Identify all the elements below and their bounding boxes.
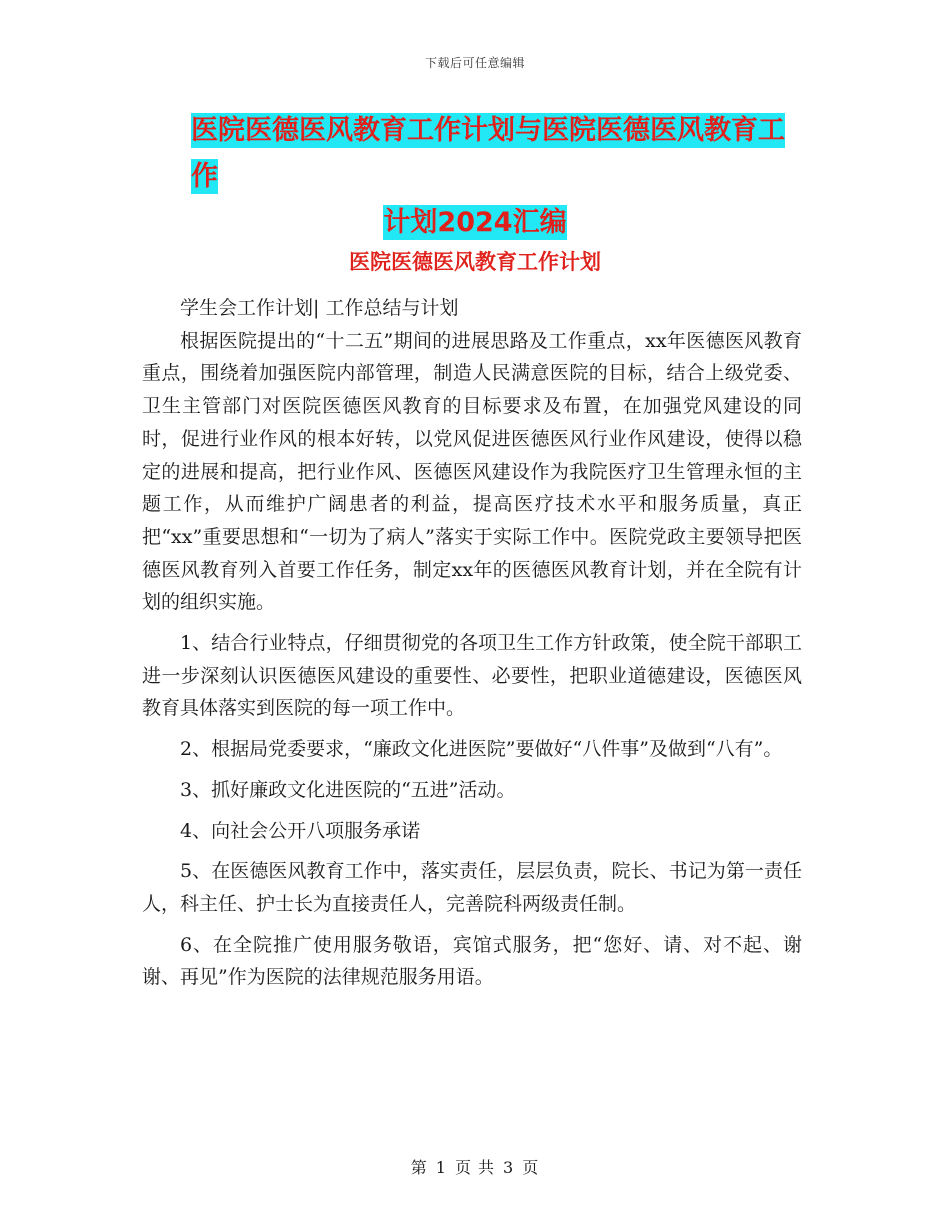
paragraph-item-4: 4、向社会公开八项服务承诺 xyxy=(180,819,421,842)
paragraph-intro: 根据医院提出的“十二五”期间的进展思路及工作重点，xx年医德医风教育重点，围绕着加强医院内部管理，制造人民满意医院的目标，结合上级党委、卫生主管部门对医院医德医风教育的目标要求及布置，在加强党风建设的同时，促进行业作风的根本好转，以党风促进医德医风行业作风建设，使得以稳定的进展和提高，把行业作风、医德医风建设作为我院医疗卫生管理永恒的主题工作，从而维护广阔患者的利益，提高医疗技术水平和服务质量，真正把“xx”重要思想和“一切为了病人”落实于实际工作中。医院党政主要领导把医德医风教育列入首要工作任务，制定xx年的医德医风教育计划，并在全院有计划的组织实施。 xyxy=(142,329,802,614)
main-title-line-2-text: 计划2024汇编 xyxy=(383,207,567,238)
page-footer xyxy=(0,1155,950,1178)
footer-suffix: 页 xyxy=(522,1158,540,1177)
paragraph-subtitle: 学生会工作计划| 工作总结与计划 xyxy=(180,297,459,319)
paragraph-item-5: 5、在医德医风教育工作中，落实责任，层层负责，院长、书记为第一责任人，科主任、护士长为直接责任人，完善院科两级责任制。 xyxy=(142,860,802,915)
footer-prefix: 第 xyxy=(410,1158,428,1177)
header-note: 下载后可任意编辑 xyxy=(424,56,525,70)
section-title: 医院医德医风教育工作计划 xyxy=(349,250,601,274)
main-title xyxy=(145,108,805,246)
paragraph-item-2: 2、根据局党委要求，“廉政文化进医院”要做好“八件事”及做到“八有”。 xyxy=(180,738,783,761)
main-title-line-1 xyxy=(145,108,805,200)
paragraph-item-6: 6、在全院推广使用服务敬语，宾馆式服务，把“您好、请、对不起、谢谢、再见”作为医院的法律规范服务用语。 xyxy=(142,933,802,989)
paragraph-item-1: 1、结合行业特点，仔细贯彻党的各项卫生工作方针政策，使全院干部职工进一步深刻认识医德医风建设的重要性、必要性，把职业道德建设，医德医风教育具体落实到医院的每一项工作中。 xyxy=(142,632,802,720)
main-title-line-2 xyxy=(145,200,805,246)
main-title-line-1-text: 医院医德医风教育工作计划与医院医德医风教育工作 xyxy=(191,115,785,192)
body-text xyxy=(142,292,802,994)
paragraph-item-3: 3、抓好廉政文化进医院的“五进”活动。 xyxy=(180,778,516,801)
footer-total-pages: 3 xyxy=(503,1158,515,1177)
footer-middle: 页 共 xyxy=(454,1158,496,1177)
footer-page-number: 1 xyxy=(435,1158,447,1177)
